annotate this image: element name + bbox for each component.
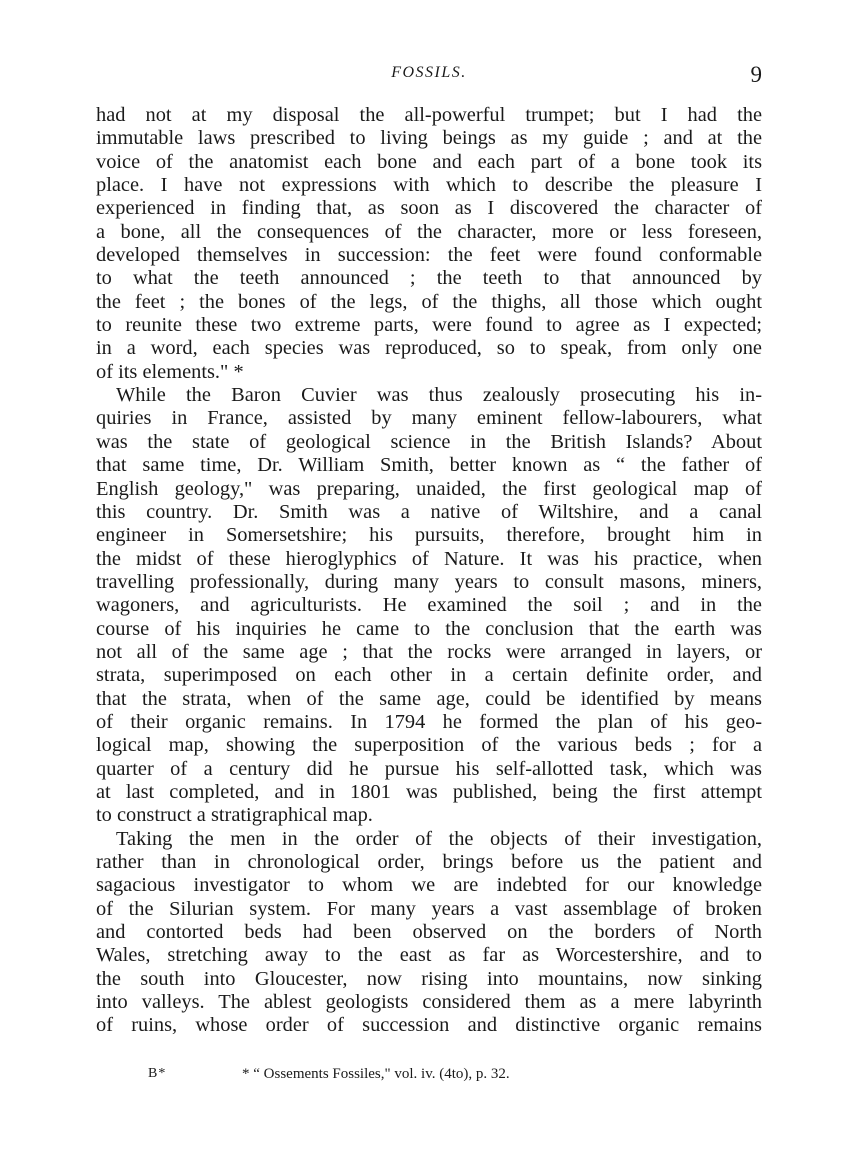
text-line: into valleys. The ablest geologists considered them as a mere labyrinth	[96, 991, 762, 1014]
text-line: of the Silurian system. For many years a vast assemblage of broken	[96, 897, 762, 920]
text-line: that same time, Dr. William Smith, better known as “ the father of	[96, 454, 762, 477]
text-line: immutable laws prescribed to living beings as my guide ; and at the	[96, 127, 762, 150]
text-line: to what the teeth announced ; the teeth to that announced by	[96, 267, 762, 290]
body-text	[96, 104, 762, 1038]
text-line: place. I have not expressions with which to describe the pleasure I	[96, 174, 762, 197]
paragraph-end-line: to construct a stratigraphical map.	[96, 804, 373, 827]
text-line: rather than in chronological order, brings before us the patient and	[96, 851, 762, 873]
text-line: of their organic remains. In 1794 he formed the plan of his geo-	[96, 710, 762, 733]
text-line: had not at my disposal the all-powerful trumpet; but I had the	[96, 104, 762, 126]
text-line: and contorted beds had been observed on the borders of North	[96, 921, 762, 944]
text-line: the midst of these hieroglyphics of Nature. It was his practice, when	[96, 547, 762, 570]
text-line: logical map, showing the superposition of the various beds ; for a	[96, 734, 762, 757]
text-line: sagacious investigator to whom we are indebted for our knowledge	[96, 874, 762, 897]
text-line: at last completed, and in 1801 was published, being the first attempt	[96, 780, 762, 803]
page-number: 9	[750, 62, 762, 87]
text-line: experienced in finding that, as soon as I discovered the character of	[96, 197, 762, 220]
text-line: this country. Dr. Smith was a native of Wiltshire, and a canal	[96, 500, 762, 523]
text-line: travelling professionally, during many years to consult masons, miners,	[96, 570, 762, 593]
running-title: FOSSILS.	[391, 64, 467, 81]
text-line: developed themselves in succession: the feet were found conformable	[96, 244, 762, 267]
running-head	[96, 62, 762, 92]
page-footer	[148, 1064, 708, 1090]
text-line: quiries in France, assisted by many eminent fellow-labourers, what	[96, 407, 762, 430]
paragraph-end-line: of its elements." *	[96, 360, 244, 383]
paragraph-start-line: While the Baron Cuvier was thus zealously prosecuting his in-	[116, 384, 762, 407]
text-line: that the strata, when of the same age, could be identified by means	[96, 687, 762, 710]
text-line: voice of the anatomist each bone and each part of a bone took its	[96, 150, 762, 173]
text-line: strata, superimposed on each other in a certain definite order, and	[96, 664, 762, 687]
text-line: not all of the same age ; that the rocks were arranged in layers, or	[96, 640, 762, 663]
signature-mark: B*	[148, 1066, 167, 1081]
text-line: of ruins, whose order of succession and distinctive organic remains	[96, 1014, 762, 1037]
text-line: engineer in Somersetshire; his pursuits, therefore, brought him in	[96, 524, 762, 547]
text-line: to reunite these two extreme parts, were found to agree as I expected;	[96, 314, 762, 337]
text-line: a bone, all the consequences of the character, more or less foreseen,	[96, 220, 762, 243]
text-line: the south into Gloucester, now rising into mountains, now sinking	[96, 967, 762, 990]
text-line: quarter of a century did he pursue his self-allotted task, which was	[96, 757, 762, 780]
text-line: English geology," was preparing, unaided, the first geological map of	[96, 477, 762, 500]
text-line: the feet ; the bones of the legs, of the thighs, all those which ought	[96, 290, 762, 313]
text-line: was the state of geological science in the British Islands? About	[96, 430, 762, 453]
footnote: * “ Ossements Fossiles," vol. iv. (4to), p. 32.	[242, 1066, 510, 1082]
text-line: in a word, each species was reproduced, so to speak, from only one	[96, 337, 762, 360]
text-line: Wales, stretching away to the east as far as Worcestershire, and to	[96, 944, 762, 967]
text-line: course of his inquiries he came to the conclusion that the earth was	[96, 617, 762, 640]
paragraph-start-line: Taking the men in the order of the objects of their investigation,	[116, 827, 762, 850]
text-line: wagoners, and agriculturists. He examined the soil ; and in the	[96, 594, 762, 617]
